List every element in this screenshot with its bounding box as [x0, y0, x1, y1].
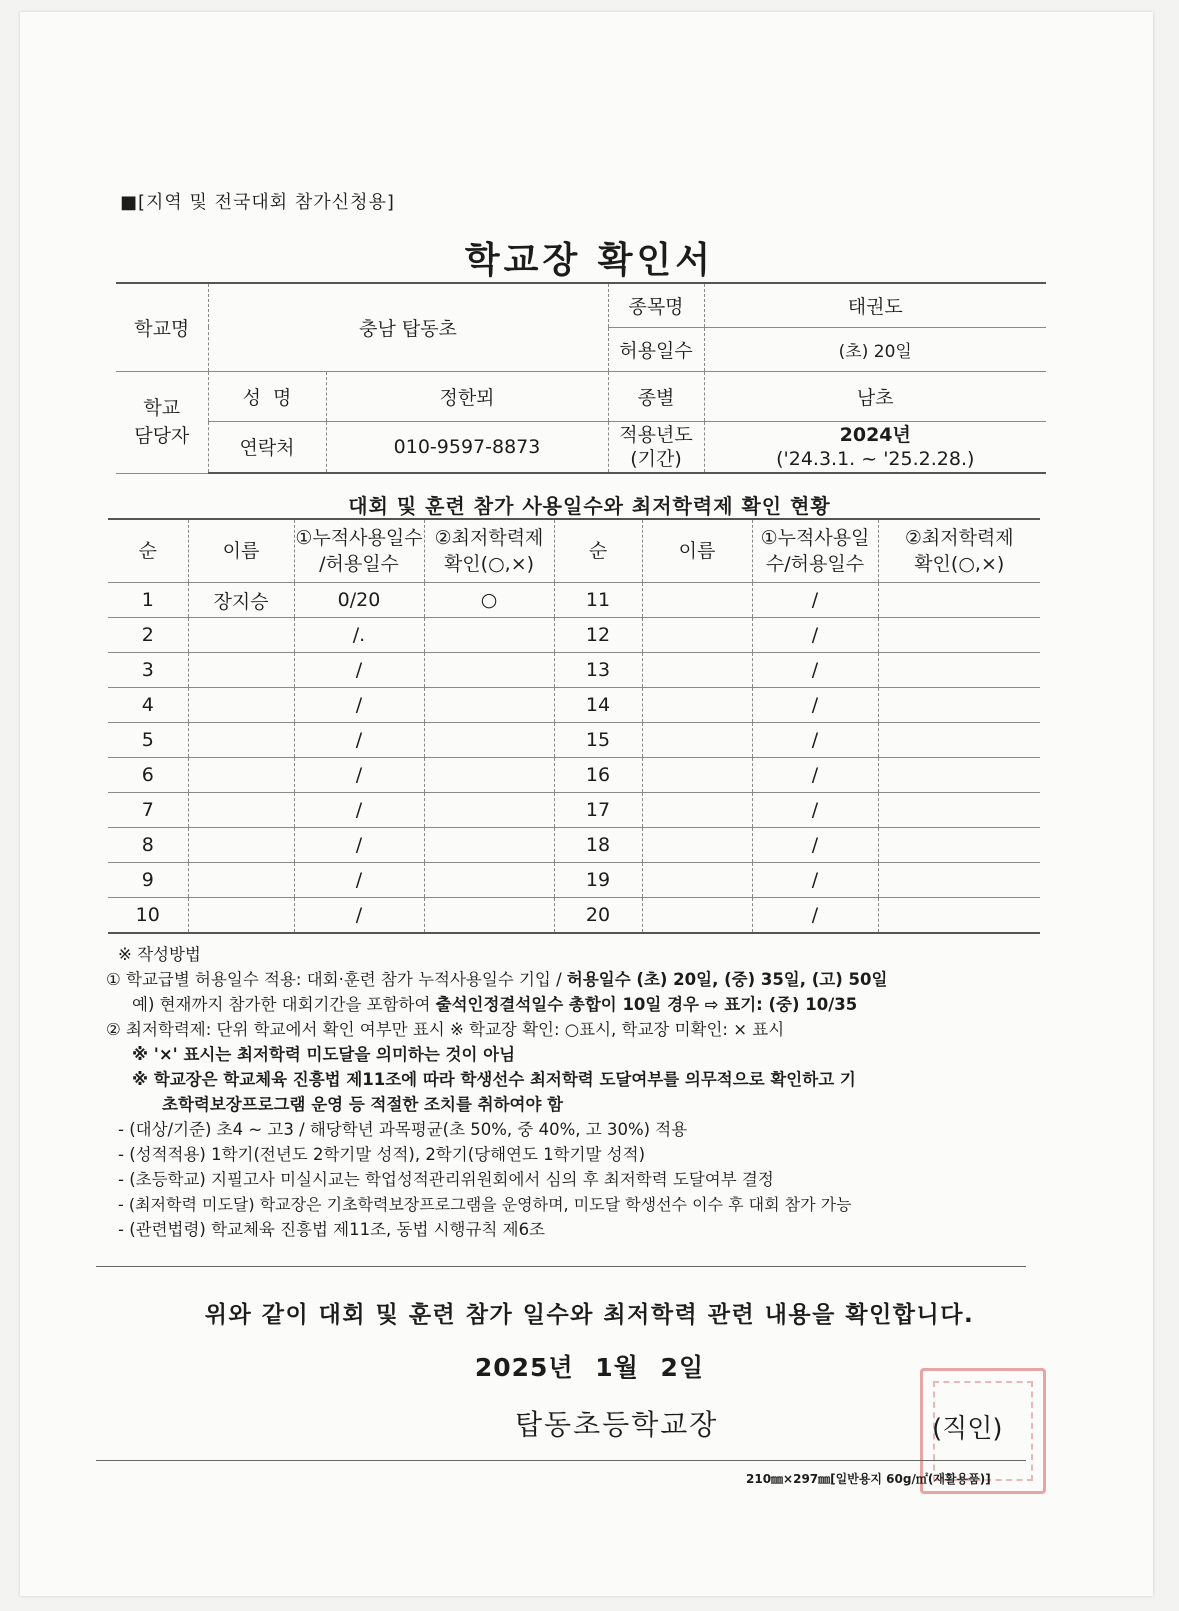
row-days: /: [294, 898, 424, 934]
paper-spec-footer: 210㎜×297㎜[일반용지 60g/㎡(재활용품)]: [746, 1472, 991, 1486]
year-label-line2: (기간): [630, 447, 682, 470]
row-name: [642, 688, 752, 723]
name-value: 정한뫼: [326, 371, 608, 421]
table-row: [108, 828, 1040, 863]
row-days: /: [294, 653, 424, 688]
note-line: ※ '×' 표시는 최저학력 미도달을 의미하는 것이 아님: [132, 1045, 516, 1064]
col-no-left: 순: [108, 519, 188, 583]
info-table: [116, 282, 1046, 474]
year-label-line1: 적용년도: [619, 423, 693, 446]
row-name: [642, 723, 752, 758]
note-line: - (관련법령) 학교체육 진흥법 제11조, 동법 시행규칙 제6조: [118, 1220, 545, 1239]
row-name: [642, 898, 752, 934]
row-check: [878, 583, 1040, 618]
note-line: - (대상/기준) 초4 ~ 고3 / 해당학년 과목평균(초 50%, 중 40%, 고 30%) 적용: [118, 1120, 688, 1139]
note-emphasis: 허용일수 (초) 20일, (중) 35일, (고) 50일: [566, 970, 888, 989]
col-name-right: 이름: [642, 519, 752, 583]
row-days: /: [752, 723, 878, 758]
row-days: /: [752, 863, 878, 898]
row-number: 7: [108, 793, 188, 828]
note-line: 초학력보장프로그램 운영 등 적절한 조치를 취하여야 함: [162, 1095, 564, 1114]
row-days: /: [294, 723, 424, 758]
days-value: (초) 20일: [704, 327, 1046, 371]
table-row: [108, 688, 1040, 723]
row-days: /: [294, 863, 424, 898]
note-line: - (초등학교) 지필고사 미실시교는 학업성적관리위원회에서 심의 후 최저학력 도달여부 결정: [118, 1170, 774, 1189]
col-days-right-line1: ①누적사용일: [760, 527, 870, 549]
col-grade-left-line1: ②최저학력제: [434, 527, 544, 549]
row-check: [878, 688, 1040, 723]
row-number: 14: [554, 688, 642, 723]
note-line: ② 최저학력제: 단위 학교에서 확인 여부만 표시 ※ 학교장 확인: ○표시, 학교장 미확인: × 표시: [106, 1020, 785, 1039]
row-number: 19: [554, 863, 642, 898]
table-row: [108, 723, 1040, 758]
row-number: 13: [554, 653, 642, 688]
note-line: [106, 967, 1046, 992]
period-value: ('24.3.1. ~ '25.2.28.): [776, 447, 975, 470]
year-value-text: 2024년: [839, 423, 911, 446]
row-number: 17: [554, 793, 642, 828]
table-row: [108, 653, 1040, 688]
row-check: [424, 688, 554, 723]
col-grade-left-line2: 확인(○,×): [443, 553, 535, 575]
row-check: [878, 863, 1040, 898]
row-check: [424, 758, 554, 793]
row-days: /: [752, 828, 878, 863]
row-name: [188, 653, 294, 688]
note-text: ① 학교급별 허용일수 적용: 대회·훈련 참가 누적사용일수 기입 /: [106, 970, 567, 989]
col-days-left: [294, 519, 424, 583]
note-text: 예) 현재까지 참가한 대회기간을 포함하여: [132, 995, 436, 1014]
table-row: [108, 863, 1040, 898]
col-days-right-line2: 수/허용일수: [765, 553, 865, 575]
row-days: /: [752, 898, 878, 934]
row-name: [188, 793, 294, 828]
sport-value: 태권도: [704, 283, 1046, 327]
table-row: [108, 758, 1040, 793]
col-grade-right-line1: ②최저학력제: [904, 527, 1014, 549]
row-number: 1: [108, 583, 188, 618]
note-line: - (최저학력 미도달) 학교장은 기초학력보장프로그램을 운영하며, 미도달 학생선수 이수 후 대회 참가 가능: [118, 1195, 852, 1214]
row-number: 11: [554, 583, 642, 618]
row-days: /: [294, 688, 424, 723]
row-days: /: [294, 793, 424, 828]
row-number: 15: [554, 723, 642, 758]
row-days: /: [752, 688, 878, 723]
row-check: [878, 653, 1040, 688]
category-value: 남초: [704, 371, 1046, 421]
row-number: 5: [108, 723, 188, 758]
col-name-left: 이름: [188, 519, 294, 583]
row-check: [424, 653, 554, 688]
row-name: [188, 618, 294, 653]
row-name: [642, 653, 752, 688]
row-days: /: [752, 758, 878, 793]
divider: [96, 1460, 1026, 1461]
row-days: /: [752, 618, 878, 653]
row-days: 0/20: [294, 583, 424, 618]
row-number: 3: [108, 653, 188, 688]
school-label: 학교명: [116, 283, 208, 371]
col-days-right: [752, 519, 878, 583]
status-subtitle: 대회 및 훈련 참가 사용일수와 최저학력제 확인 현황: [348, 494, 831, 518]
row-number: 20: [554, 898, 642, 934]
col-grade-left: [424, 519, 554, 583]
col-no-right: 순: [554, 519, 642, 583]
row-days: /: [752, 653, 878, 688]
row-name: [188, 758, 294, 793]
sport-label: 종목명: [608, 283, 704, 327]
col-days-left-line2: /허용일수: [319, 553, 399, 575]
row-check: [424, 618, 554, 653]
days-label: 허용일수: [608, 327, 704, 371]
note-line: - (성적적용) 1학기(전년도 2학기말 성적), 2학기(당해연도 1학기말 성적): [118, 1145, 646, 1164]
row-name: 장지승: [188, 583, 294, 618]
row-check: [878, 618, 1040, 653]
row-check: [878, 898, 1040, 934]
note-emphasis: 출석인정결석일수 총합이 10일 경우 ⇨ 표기: (중) 10/35: [435, 995, 858, 1014]
divider: [96, 1266, 1026, 1267]
row-check: [424, 863, 554, 898]
row-check: [424, 898, 554, 934]
row-check: [424, 828, 554, 863]
category-label: 종별: [608, 371, 704, 421]
row-number: 6: [108, 758, 188, 793]
row-number: 8: [108, 828, 188, 863]
participation-table: [108, 518, 1040, 934]
document-date: 2025년 1월 2일: [474, 1353, 705, 1382]
row-check: [424, 793, 554, 828]
row-name: [642, 583, 752, 618]
table-row: [108, 898, 1040, 934]
school-head-signature: 탑동초등학교장: [515, 1408, 719, 1441]
row-number: 2: [108, 618, 188, 653]
row-name: [642, 863, 752, 898]
manager-label-line1: 학교: [143, 397, 181, 419]
table-row: [108, 793, 1040, 828]
contact-label: 연락처: [208, 421, 326, 473]
notes-heading: ※ 작성방법: [118, 945, 201, 964]
row-name: [188, 898, 294, 934]
name-label: 성 명: [208, 371, 326, 421]
year-label: [608, 421, 704, 473]
row-check: ○: [424, 583, 554, 618]
manager-label: [116, 371, 208, 473]
manager-label-line2: 담당자: [134, 425, 190, 447]
row-name: [188, 863, 294, 898]
seal-label: (직인): [932, 1414, 1003, 1444]
note-line: ※ 학교장은 학교체육 진흥법 제11조에 따라 학생선수 최저학력 도달여부를 의무적으로 확인하고 기: [132, 1070, 856, 1089]
table-row: [108, 618, 1040, 653]
row-number: 9: [108, 863, 188, 898]
row-name: [642, 828, 752, 863]
document-title: 학교장 확인서: [464, 240, 715, 281]
row-check: [878, 758, 1040, 793]
row-name: [188, 723, 294, 758]
col-grade-right-line2: 확인(○,×): [914, 553, 1005, 575]
row-name: [188, 828, 294, 863]
row-name: [642, 618, 752, 653]
row-check: [878, 723, 1040, 758]
row-days: /: [294, 758, 424, 793]
row-name: [642, 758, 752, 793]
col-grade-right: [878, 519, 1040, 583]
header-note: ■[지역 및 전국대회 참가신청용]: [120, 192, 395, 213]
row-number: 10: [108, 898, 188, 934]
row-name: [642, 793, 752, 828]
writing-instructions: [106, 942, 1046, 1242]
row-name: [188, 688, 294, 723]
contact-value: 010-9597-8873: [326, 421, 608, 473]
row-check: [878, 793, 1040, 828]
school-value: 충남 탑동초: [208, 283, 608, 371]
note-line: [132, 992, 1046, 1017]
row-number: 4: [108, 688, 188, 723]
row-number: 18: [554, 828, 642, 863]
table-row: [108, 583, 1040, 618]
row-days: /: [752, 793, 878, 828]
row-number: 16: [554, 758, 642, 793]
row-check: [424, 723, 554, 758]
col-days-left-line1: ①누적사용일수: [295, 527, 423, 549]
year-value: [704, 421, 1046, 473]
row-days: /: [294, 828, 424, 863]
row-days: /.: [294, 618, 424, 653]
row-number: 12: [554, 618, 642, 653]
confirmation-statement: 위와 같이 대회 및 훈련 참가 일수와 최저학력 관련 내용을 확인합니다.: [204, 1302, 975, 1328]
row-check: [878, 828, 1040, 863]
row-days: /: [752, 583, 878, 618]
